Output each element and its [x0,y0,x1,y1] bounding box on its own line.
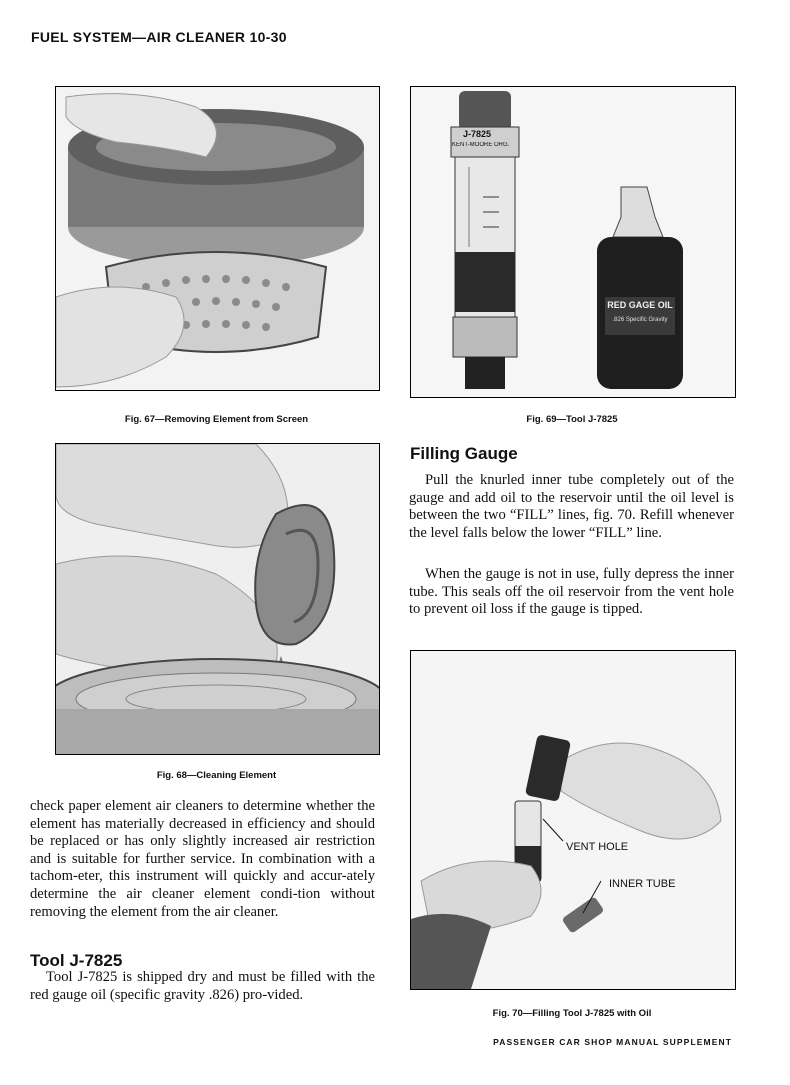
tool-j7825-paragraph: Tool J-7825 is shipped dry and must be filled with the red gauge oil (specific gravity .826) pro-vided. [30,969,375,1003]
filling-gauge-heading: Filling Gauge [410,444,518,463]
figure-69-caption: Fig. 69—Tool J-7825 [526,414,618,425]
figure-70-caption: Fig. 70—Filling Tool J-7825 with Oil [492,1008,652,1019]
gauge-label-top: J-7825 [463,129,492,139]
figure-68-caption: Fig. 68—Cleaning Element [156,770,277,781]
figure-69-photo [410,86,736,398]
figure-67-caption: Fig. 67—Removing Element from Screen [124,414,309,425]
tool-j7825-heading: Tool J-7825 [30,951,123,970]
bottle-label-top: RED GAGE OIL [607,300,673,310]
figure-67-photo [55,86,380,391]
page-footer: PASSENGER CAR SHOP MANUAL SUPPLEMENT [493,1037,732,1047]
bottle-label-bottom: .826 Specific Gravity [612,317,668,323]
gauge-label-mid: KENT-MOORE ORG. [452,142,510,148]
filling-paragraph-1: Pull the knurled inner tube completely out of the gauge and add oil to the reservoir until the oil level is between the two “FILL” lines, fig. 70. Refill whenever the level falls below the lower “FILL” line. [409,472,734,541]
figure-68-photo [55,443,380,755]
inner-tube-label: INNER TUBE [609,878,676,890]
page-header: FUEL SYSTEM—AIR CLEANER 10-30 [31,29,287,45]
air-cleaner-paragraph: check paper element air cleaners to determine whether the element has materially decreased in efficiency and should be replaced or has only slightly increased air restriction and is suitable for further service. In combination with a tachom-eter, this instrument will quickly and accur-ately determine the air cleaner element condi-tion without removing the element from the air cleaner. [30,798,375,920]
filling-paragraph-2: When the gauge is not in use, fully depress the inner tube. This seals off the oil reservoir from the vent hole to prevent oil loss if the gauge is tipped. [409,566,734,618]
figure-70-photo [410,650,736,990]
vent-hole-label: VENT HOLE [566,841,629,853]
